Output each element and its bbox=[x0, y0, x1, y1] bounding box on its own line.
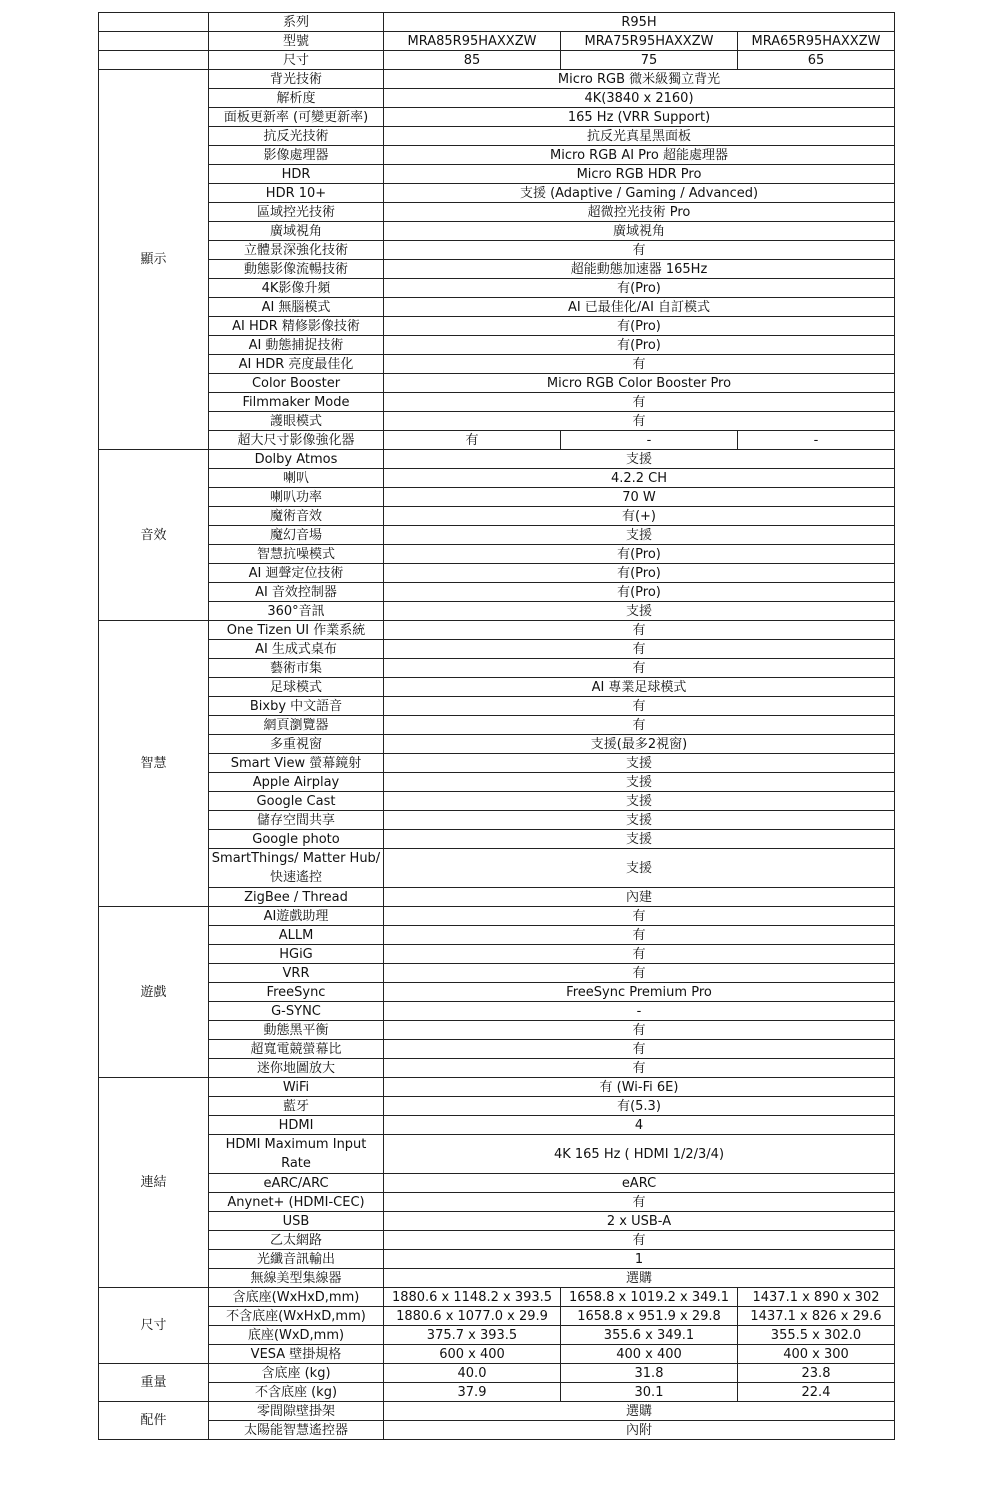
spec-row bbox=[99, 374, 895, 393]
spec-row bbox=[99, 317, 895, 336]
spec-row bbox=[99, 1288, 895, 1307]
spec-label: WiFi bbox=[209, 1078, 384, 1097]
spec-label: 無線美型集線器 bbox=[209, 1269, 384, 1288]
spec-label: 影像處理器 bbox=[209, 146, 384, 165]
spec-row bbox=[99, 70, 895, 89]
series-value: R95H bbox=[384, 13, 895, 32]
category-label: 遊戲 bbox=[99, 907, 209, 1078]
spec-row bbox=[99, 1040, 895, 1059]
spec-value: 超能動態加速器 165Hz bbox=[384, 260, 895, 279]
spec-label: eARC/ARC bbox=[209, 1174, 384, 1193]
spec-row bbox=[99, 583, 895, 602]
spec-row bbox=[99, 830, 895, 849]
spec-row bbox=[99, 184, 895, 203]
spec-row bbox=[99, 526, 895, 545]
spec-row bbox=[99, 602, 895, 621]
spec-value: 有 bbox=[384, 621, 895, 640]
spec-value: 有(5.3) bbox=[384, 1097, 895, 1116]
spec-row bbox=[99, 488, 895, 507]
spec-label: 動態影像流暢技術 bbox=[209, 260, 384, 279]
spec-row bbox=[99, 260, 895, 279]
spec-value: 超微控光技術 Pro bbox=[384, 203, 895, 222]
spec-value: 有(Pro) bbox=[384, 317, 895, 336]
spec-row bbox=[99, 1269, 895, 1288]
size-65: 65 bbox=[738, 51, 895, 70]
spec-label: 廣域視角 bbox=[209, 222, 384, 241]
spec-value: 內附 bbox=[384, 1421, 895, 1440]
spec-row bbox=[99, 222, 895, 241]
spec-value: 1880.6 x 1148.2 x 393.5 bbox=[384, 1288, 561, 1307]
spec-label: Filmmaker Mode bbox=[209, 393, 384, 412]
spec-label: 不含底座(WxHxD,mm) bbox=[209, 1307, 384, 1326]
spec-value: 支援(最多2視窗) bbox=[384, 735, 895, 754]
spec-value: 有 bbox=[384, 659, 895, 678]
spec-row bbox=[99, 1383, 895, 1402]
spec-row bbox=[99, 450, 895, 469]
spec-value: 支援 (Adaptive / Gaming / Advanced) bbox=[384, 184, 895, 203]
size-row bbox=[99, 51, 895, 70]
spec-row bbox=[99, 1116, 895, 1135]
spec-row bbox=[99, 621, 895, 640]
spec-value: 有 bbox=[384, 393, 895, 412]
spec-label: 背光技術 bbox=[209, 70, 384, 89]
spec-value: 165 Hz (VRR Support) bbox=[384, 108, 895, 127]
spec-label: Apple Airplay bbox=[209, 773, 384, 792]
spec-row bbox=[99, 1212, 895, 1231]
spec-value: AI 已最佳化/AI 自訂模式 bbox=[384, 298, 895, 317]
model-65: MRA65R95HAXXZW bbox=[738, 32, 895, 51]
spec-label: HGiG bbox=[209, 945, 384, 964]
spec-value: 支援 bbox=[384, 526, 895, 545]
category-label: 重量 bbox=[99, 1364, 209, 1402]
spec-value: 有 bbox=[384, 412, 895, 431]
spec-row bbox=[99, 279, 895, 298]
spec-value: Micro RGB 微米級獨立背光 bbox=[384, 70, 895, 89]
spec-row bbox=[99, 1345, 895, 1364]
spec-label: 光纖音訊輸出 bbox=[209, 1250, 384, 1269]
spec-value: 1658.8 x 1019.2 x 349.1 bbox=[561, 1288, 738, 1307]
spec-value: 23.8 bbox=[738, 1364, 895, 1383]
spec-value: 1658.8 x 951.9 x 29.8 bbox=[561, 1307, 738, 1326]
spec-label: 網頁瀏覽器 bbox=[209, 716, 384, 735]
spec-label: 零間隙壁掛架 bbox=[209, 1402, 384, 1421]
spec-row bbox=[99, 1250, 895, 1269]
spec-row bbox=[99, 945, 895, 964]
spec-value: 2 x USB-A bbox=[384, 1212, 895, 1231]
spec-label: USB bbox=[209, 1212, 384, 1231]
spec-row bbox=[99, 1078, 895, 1097]
spec-value: FreeSync Premium Pro bbox=[384, 983, 895, 1002]
spec-row bbox=[99, 355, 895, 374]
spec-row bbox=[99, 640, 895, 659]
spec-row bbox=[99, 678, 895, 697]
spec-row bbox=[99, 926, 895, 945]
spec-row bbox=[99, 241, 895, 260]
spec-label: HDMI bbox=[209, 1116, 384, 1135]
spec-label: VESA 壁掛規格 bbox=[209, 1345, 384, 1364]
spec-row bbox=[99, 1059, 895, 1078]
spec-value: 355.5 x 302.0 bbox=[738, 1326, 895, 1345]
spec-label: 超大尺寸影像強化器 bbox=[209, 431, 384, 450]
spec-row bbox=[99, 1021, 895, 1040]
spec-label: 底座(WxD,mm) bbox=[209, 1326, 384, 1345]
series-row bbox=[99, 13, 895, 32]
spec-label: 4K影像升頻 bbox=[209, 279, 384, 298]
spec-label: 魔幻音場 bbox=[209, 526, 384, 545]
spec-label: 不含底座 (kg) bbox=[209, 1383, 384, 1402]
spec-row bbox=[99, 1002, 895, 1021]
model-75: MRA75R95HAXXZW bbox=[561, 32, 738, 51]
spec-label: Google Cast bbox=[209, 792, 384, 811]
spec-value: 支援 bbox=[384, 602, 895, 621]
spec-label: AI 音效控制器 bbox=[209, 583, 384, 602]
spec-row bbox=[99, 697, 895, 716]
spec-row bbox=[99, 754, 895, 773]
spec-value: 支援 bbox=[384, 830, 895, 849]
model-label: 型號 bbox=[209, 32, 384, 51]
spec-label: 立體景深強化技術 bbox=[209, 241, 384, 260]
spec-row bbox=[99, 849, 895, 888]
spec-row bbox=[99, 469, 895, 488]
spec-value: 4K 165 Hz ( HDMI 1/2/3/4) bbox=[384, 1135, 895, 1174]
spec-label: Google photo bbox=[209, 830, 384, 849]
spec-label: 超寬電競螢幕比 bbox=[209, 1040, 384, 1059]
spec-label: 喇叭功率 bbox=[209, 488, 384, 507]
spec-value: 抗反光真星黑面板 bbox=[384, 127, 895, 146]
spec-label: 足球模式 bbox=[209, 678, 384, 697]
spec-value: 4.2.2 CH bbox=[384, 469, 895, 488]
spec-value: eARC bbox=[384, 1174, 895, 1193]
spec-value: 375.7 x 393.5 bbox=[384, 1326, 561, 1345]
spec-row bbox=[99, 165, 895, 184]
spec-row bbox=[99, 431, 895, 450]
spec-value: 有 bbox=[384, 1193, 895, 1212]
spec-row bbox=[99, 1193, 895, 1212]
spec-value: AI 專業足球模式 bbox=[384, 678, 895, 697]
spec-value: 有 bbox=[384, 355, 895, 374]
spec-label: HDMI Maximum Input Rate bbox=[209, 1135, 384, 1174]
spec-label: 含底座(WxHxD,mm) bbox=[209, 1288, 384, 1307]
spec-value: 有 bbox=[384, 907, 895, 926]
spec-label: 喇叭 bbox=[209, 469, 384, 488]
spec-row bbox=[99, 811, 895, 830]
spec-value: 有 bbox=[384, 945, 895, 964]
spec-label: 護眼模式 bbox=[209, 412, 384, 431]
spec-row bbox=[99, 1174, 895, 1193]
spec-row bbox=[99, 983, 895, 1002]
spec-value: - bbox=[738, 431, 895, 450]
model-row bbox=[99, 32, 895, 51]
spec-row bbox=[99, 108, 895, 127]
spec-label: ALLM bbox=[209, 926, 384, 945]
spec-label: AI 迴聲定位技術 bbox=[209, 564, 384, 583]
spec-value: 有 bbox=[384, 716, 895, 735]
spec-value: 400 x 300 bbox=[738, 1345, 895, 1364]
spec-value: 選購 bbox=[384, 1402, 895, 1421]
spec-row bbox=[99, 336, 895, 355]
spec-row bbox=[99, 507, 895, 526]
spec-value: 有 bbox=[384, 1021, 895, 1040]
category-label: 顯示 bbox=[99, 70, 209, 450]
spec-label: 儲存空間共享 bbox=[209, 811, 384, 830]
spec-value: 4K(3840 x 2160) bbox=[384, 89, 895, 108]
spec-value: 40.0 bbox=[384, 1364, 561, 1383]
spec-value: 有 bbox=[384, 431, 561, 450]
spec-row bbox=[99, 146, 895, 165]
spec-label: AI 生成式桌布 bbox=[209, 640, 384, 659]
category-label: 連結 bbox=[99, 1078, 209, 1288]
spec-value: - bbox=[561, 431, 738, 450]
spec-value: 有 bbox=[384, 1040, 895, 1059]
spec-row bbox=[99, 735, 895, 754]
spec-value: 有(Pro) bbox=[384, 545, 895, 564]
spec-label: 太陽能智慧遙控器 bbox=[209, 1421, 384, 1440]
spec-value: 有 bbox=[384, 697, 895, 716]
spec-value: 37.9 bbox=[384, 1383, 561, 1402]
spec-row bbox=[99, 1135, 895, 1174]
spec-row bbox=[99, 659, 895, 678]
spec-value: 有 bbox=[384, 926, 895, 945]
spec-label: Anynet+ (HDMI-CEC) bbox=[209, 1193, 384, 1212]
spec-label: 含底座 (kg) bbox=[209, 1364, 384, 1383]
spec-label: 動態黑平衡 bbox=[209, 1021, 384, 1040]
spec-row bbox=[99, 1402, 895, 1421]
spec-row bbox=[99, 1307, 895, 1326]
spec-value: 1437.1 x 890 x 302 bbox=[738, 1288, 895, 1307]
spec-value: 1880.6 x 1077.0 x 29.9 bbox=[384, 1307, 561, 1326]
spec-value: 有(Pro) bbox=[384, 336, 895, 355]
spec-value: 22.4 bbox=[738, 1383, 895, 1402]
spec-label: 迷你地圖放大 bbox=[209, 1059, 384, 1078]
spec-label: Bixby 中文語音 bbox=[209, 697, 384, 716]
spec-value: 有 bbox=[384, 964, 895, 983]
spec-label: HDR bbox=[209, 165, 384, 184]
spec-label: AI HDR 精修影像技術 bbox=[209, 317, 384, 336]
spec-row bbox=[99, 545, 895, 564]
spec-value: 400 x 400 bbox=[561, 1345, 738, 1364]
spec-row bbox=[99, 1231, 895, 1250]
spec-row bbox=[99, 1421, 895, 1440]
spec-value: 支援 bbox=[384, 773, 895, 792]
size-label: 尺寸 bbox=[209, 51, 384, 70]
spec-value: 有 bbox=[384, 1059, 895, 1078]
spec-value: 600 x 400 bbox=[384, 1345, 561, 1364]
spec-label: Smart View 螢幕鏡射 bbox=[209, 754, 384, 773]
spec-value: 支援 bbox=[384, 450, 895, 469]
size-75: 75 bbox=[561, 51, 738, 70]
spec-value: 支援 bbox=[384, 754, 895, 773]
spec-label: AI遊戲助理 bbox=[209, 907, 384, 926]
spec-value: 有(+) bbox=[384, 507, 895, 526]
spec-value: 30.1 bbox=[561, 1383, 738, 1402]
spec-label: 多重視窗 bbox=[209, 735, 384, 754]
spec-value: 1437.1 x 826 x 29.6 bbox=[738, 1307, 895, 1326]
spec-table bbox=[98, 12, 895, 1440]
spec-value: 支援 bbox=[384, 849, 895, 888]
spec-row bbox=[99, 792, 895, 811]
spec-row bbox=[99, 1097, 895, 1116]
category-label: 音效 bbox=[99, 450, 209, 621]
category-label: 配件 bbox=[99, 1402, 209, 1440]
spec-label: AI HDR 亮度最佳化 bbox=[209, 355, 384, 374]
spec-row bbox=[99, 298, 895, 317]
spec-label: 解析度 bbox=[209, 89, 384, 108]
spec-value: Micro RGB HDR Pro bbox=[384, 165, 895, 184]
spec-label: 抗反光技術 bbox=[209, 127, 384, 146]
spec-value: 355.6 x 349.1 bbox=[561, 1326, 738, 1345]
spec-value: 有 bbox=[384, 1231, 895, 1250]
spec-value: - bbox=[384, 1002, 895, 1021]
spec-label: SmartThings/ Matter Hub/快速遙控 bbox=[209, 849, 384, 888]
spec-label: 360°音訊 bbox=[209, 602, 384, 621]
spec-value: 31.8 bbox=[561, 1364, 738, 1383]
spec-value: 1 bbox=[384, 1250, 895, 1269]
spec-sheet bbox=[98, 12, 895, 1440]
spec-value: 支援 bbox=[384, 792, 895, 811]
spec-value: 支援 bbox=[384, 811, 895, 830]
spec-value: 有(Pro) bbox=[384, 564, 895, 583]
spec-value: 有(Pro) bbox=[384, 583, 895, 602]
spec-row bbox=[99, 888, 895, 907]
spec-value: 有 (Wi-Fi 6E) bbox=[384, 1078, 895, 1097]
spec-value: 70 W bbox=[384, 488, 895, 507]
spec-label: 區域控光技術 bbox=[209, 203, 384, 222]
spec-value: 內建 bbox=[384, 888, 895, 907]
spec-value: Micro RGB AI Pro 超能處理器 bbox=[384, 146, 895, 165]
spec-row bbox=[99, 412, 895, 431]
spec-label: AI 無腦模式 bbox=[209, 298, 384, 317]
spec-row bbox=[99, 964, 895, 983]
category-label: 智慧 bbox=[99, 621, 209, 907]
spec-row bbox=[99, 203, 895, 222]
spec-label: VRR bbox=[209, 964, 384, 983]
spec-label: 面板更新率 (可變更新率) bbox=[209, 108, 384, 127]
spec-label: 藝術市集 bbox=[209, 659, 384, 678]
spec-label: FreeSync bbox=[209, 983, 384, 1002]
spec-row bbox=[99, 564, 895, 583]
spec-label: 魔術音效 bbox=[209, 507, 384, 526]
spec-value: 有 bbox=[384, 640, 895, 659]
spec-value: 選購 bbox=[384, 1269, 895, 1288]
spec-label: One Tizen UI 作業系統 bbox=[209, 621, 384, 640]
spec-label: 智慧抗噪模式 bbox=[209, 545, 384, 564]
spec-row bbox=[99, 773, 895, 792]
spec-label: AI 動態捕捉技術 bbox=[209, 336, 384, 355]
spec-label: Dolby Atmos bbox=[209, 450, 384, 469]
spec-label: Color Booster bbox=[209, 374, 384, 393]
size-85: 85 bbox=[384, 51, 561, 70]
spec-row bbox=[99, 127, 895, 146]
series-label: 系列 bbox=[209, 13, 384, 32]
spec-value: 廣域視角 bbox=[384, 222, 895, 241]
spec-row bbox=[99, 89, 895, 108]
category-label: 尺寸 bbox=[99, 1288, 209, 1364]
spec-value: 有(Pro) bbox=[384, 279, 895, 298]
spec-row bbox=[99, 1326, 895, 1345]
spec-value: 4 bbox=[384, 1116, 895, 1135]
spec-label: 藍牙 bbox=[209, 1097, 384, 1116]
spec-label: ZigBee / Thread bbox=[209, 888, 384, 907]
spec-row bbox=[99, 907, 895, 926]
spec-label: 乙太網路 bbox=[209, 1231, 384, 1250]
spec-value: 有 bbox=[384, 241, 895, 260]
spec-label: G-SYNC bbox=[209, 1002, 384, 1021]
spec-row bbox=[99, 716, 895, 735]
spec-value: Micro RGB Color Booster Pro bbox=[384, 374, 895, 393]
spec-row bbox=[99, 1364, 895, 1383]
spec-row bbox=[99, 393, 895, 412]
spec-label: HDR 10+ bbox=[209, 184, 384, 203]
model-85: MRA85R95HAXXZW bbox=[384, 32, 561, 51]
